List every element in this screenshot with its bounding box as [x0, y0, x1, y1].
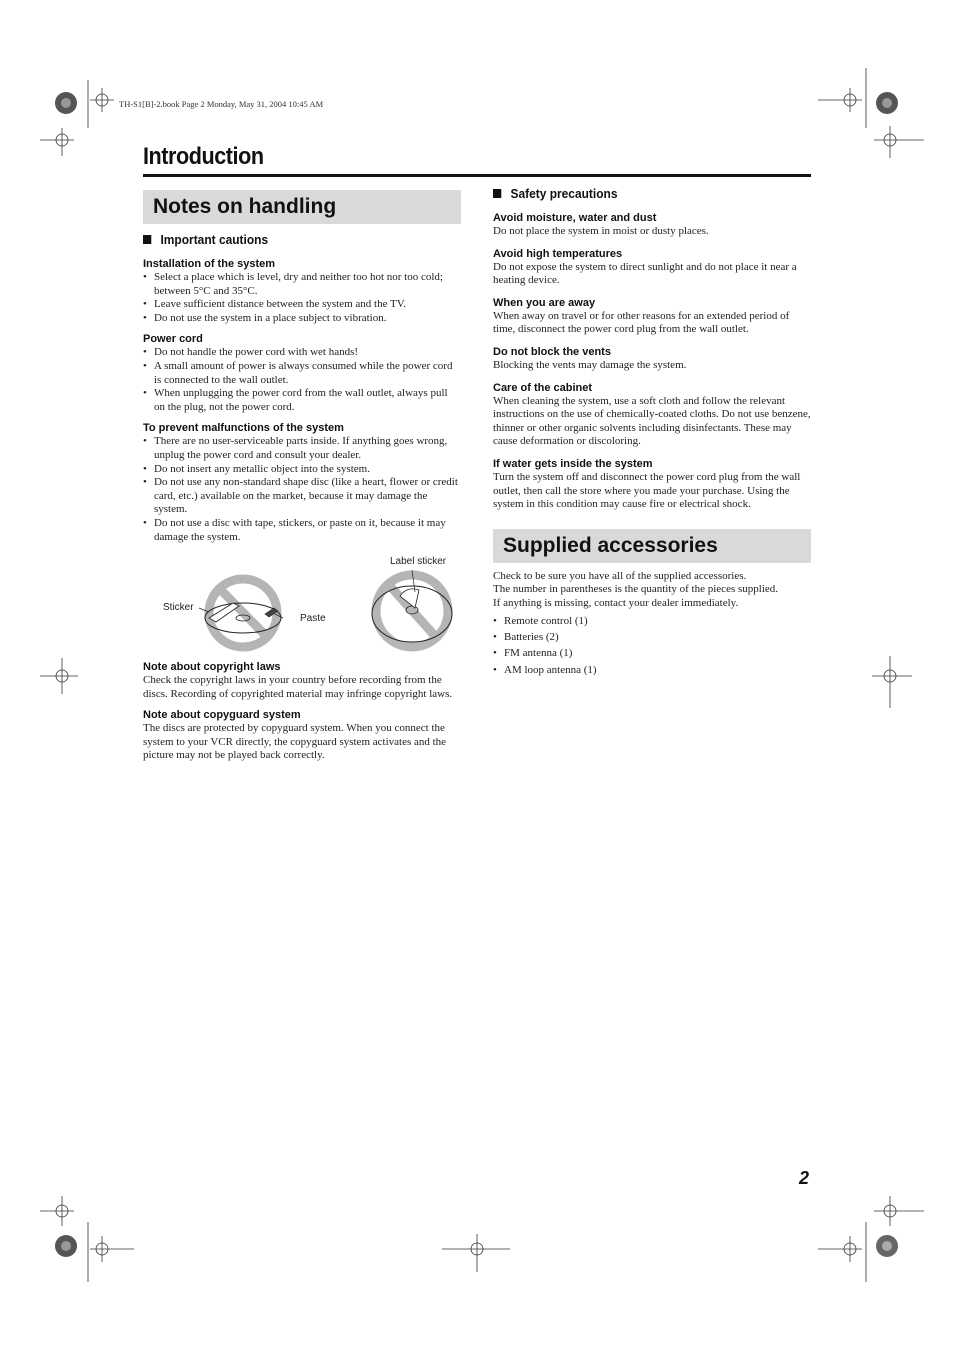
copyguard-text: The discs are protected by copyguard system. When you connect the system to your VCR directly, the copyguard system activates and the picture may not be played back correctly.	[143, 722, 447, 762]
away-heading: When you are away	[493, 296, 596, 309]
list-item: • There are no user-serviceable parts inside. If anything goes wrong, unplug the power cord and consult your dealer.	[143, 435, 461, 462]
malfunctions-list	[143, 435, 461, 544]
notes-on-handling-band	[143, 190, 461, 224]
list-item: • FM antenna (1)	[493, 645, 811, 661]
safety-precautions-label: Safety precautions	[510, 186, 618, 201]
registration-mark-top-left-icon	[40, 80, 140, 160]
square-bullet-icon	[143, 235, 151, 244]
list-item: • Do not insert any metallic object into the system.	[143, 463, 461, 477]
copyright-text: Check the copyright laws in your country before recording from the discs. Recording of copyrighted material may infringe copyright laws.	[143, 674, 453, 700]
cabinet-heading: Care of the cabinet	[493, 381, 593, 394]
square-bullet-icon	[493, 189, 501, 198]
label-sticker-caption: Label sticker	[390, 556, 447, 568]
accessories-intro-line: Check to be sure you have all of the supplied accessories.	[493, 569, 747, 582]
water-heading: If water gets inside the system	[493, 457, 653, 470]
cabinet-text: When cleaning the system, use a soft cloth and follow the relevant instructions on the use of chemically-coated cloths. Do not use benzene, thinner or other organic solvents including disinfectants. These may cause deformation or discoloring.	[493, 394, 811, 448]
page-number: 2	[799, 1168, 810, 1188]
away-text: When away on travel or for other reasons for an extended period of time, disconnect the power cord plug from the wall outlet.	[493, 309, 790, 336]
list-item: • Do not handle the power cord with wet hands!	[143, 346, 461, 360]
important-cautions-label: Important cautions	[160, 232, 269, 247]
vents-heading: Do not block the vents	[493, 345, 611, 358]
accessories-intro	[493, 570, 811, 611]
list-item: • AM loop antenna (1)	[493, 662, 811, 678]
list-item: • A small amount of power is always consumed while the power cord is connected to the wall outlet.	[143, 360, 461, 387]
copyguard-heading: Note about copyguard system	[143, 709, 301, 722]
accessories-intro-line: The number in parentheses is the quantity of the pieces supplied.	[493, 583, 779, 596]
safety-precautions-heading	[493, 186, 786, 201]
temperatures-heading: Avoid high temperatures	[493, 247, 623, 260]
installation-list	[143, 271, 461, 325]
page-title: Introduction	[143, 143, 264, 170]
supplied-accessories-title: Supplied accessories	[503, 533, 718, 557]
list-item: • Do not use any non-standard shape disc (like a heart, flower or credit card, etc.) available on the market, because it may damage the system.	[143, 476, 461, 517]
sticker-caption: Sticker	[163, 602, 194, 614]
copyright-heading: Note about copyright laws	[143, 661, 281, 674]
print-info: TH-S1[B]-2.book Page 2 Monday, May 31, 2004 10:45 AM	[119, 99, 324, 109]
list-item: • Select a place which is level, dry and neither too hot nor too cold; between 5°C and 35°C.	[143, 271, 461, 298]
prohibited-disc-label-icon	[372, 570, 452, 647]
temperatures-text: Do not expose the system to direct sunlight and do not place it near a heating device.	[493, 260, 797, 287]
registration-mark-bottom-left-icon	[40, 1192, 150, 1284]
important-cautions-heading	[143, 232, 436, 247]
registration-mark-left-middle-icon	[40, 656, 80, 696]
registration-mark-top-right-icon	[814, 68, 934, 160]
title-rule	[143, 174, 811, 177]
list-item: • Do not use the system in a place subject to vibration.	[143, 312, 461, 326]
accessories-list	[493, 613, 811, 679]
moisture-heading: Avoid moisture, water and dust	[493, 212, 657, 224]
list-item: • Leave sufficient distance between the system and the TV.	[143, 298, 461, 312]
moisture-text: Do not place the system in moist or dusty places.	[493, 225, 709, 237]
malfunctions-heading: To prevent malfunctions of the system	[143, 422, 344, 435]
registration-mark-bottom-right-icon	[814, 1192, 934, 1284]
left-column	[143, 190, 461, 763]
prohibited-disc-sticker-icon	[199, 579, 283, 647]
list-item: • When unplugging the power cord from the wall outlet, always pull on the plug, not the power cord.	[143, 387, 461, 414]
notes-on-handling-title: Notes on handling	[153, 195, 337, 218]
power-cord-list	[143, 346, 461, 414]
right-column	[493, 186, 811, 678]
disc-warning-figure	[143, 556, 461, 656]
paste-caption: Paste	[300, 613, 326, 625]
vents-text: Blocking the vents may damage the system.	[493, 358, 687, 371]
installation-heading: Installation of the system	[143, 258, 276, 270]
list-item: • Remote control (1)	[493, 613, 811, 629]
supplied-accessories-band	[493, 529, 811, 563]
registration-mark-bottom-center-icon	[442, 1234, 512, 1274]
list-item: • Do not use a disc with tape, stickers, or paste on it, because it may damage the system.	[143, 517, 461, 544]
list-item: • Batteries (2)	[493, 629, 811, 645]
registration-mark-right-middle-icon	[872, 656, 912, 712]
water-text: Turn the system off and disconnect the power cord plug from the wall outlet, then call the store where you made your purchase. Using the system in this condition may cause fire or electrical shock.	[493, 470, 801, 511]
accessories-intro-line: If anything is missing, contact your dealer immediately.	[493, 596, 739, 609]
power-cord-heading: Power cord	[143, 333, 203, 346]
